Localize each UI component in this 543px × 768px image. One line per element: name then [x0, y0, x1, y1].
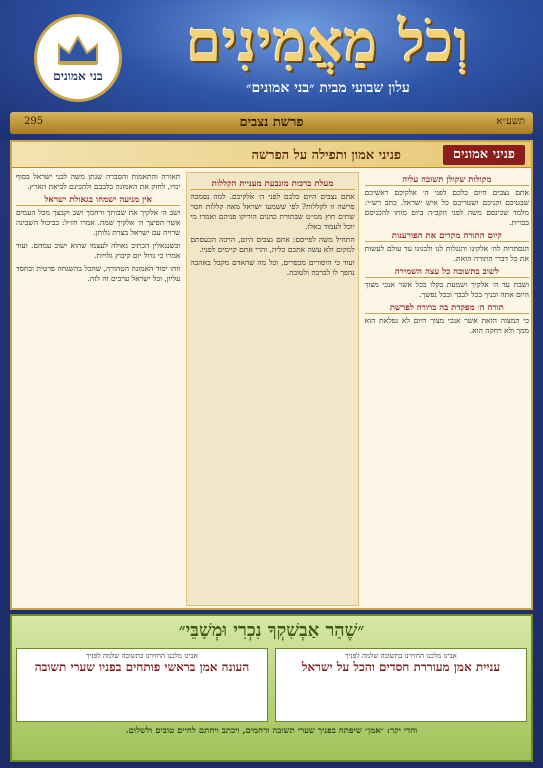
logo-text: בני אמונים	[53, 68, 103, 83]
column-paragraph: ועוד כי היסורים מכפרים, וכל מה שהאדם מקבל באהבה נהפך לו לברכה ולטובה.	[190, 258, 355, 277]
column-paragraph: וזהו יסוד האמונה הטהורה, שהכל בהשגחה פרטית ובחסד עליון, וכל ישראל ערבים זה לזה.	[16, 264, 181, 283]
issue-number: 295	[24, 116, 44, 127]
article-body	[10, 140, 533, 610]
column-paragraph: ושב ה׳ אלקיך את שבותך ורחמך ושב וקבצך מכל העמים אשר הפיצך ה׳ אלקיך שמה. אמרו חז״ל: כביכול השכינה שרויה עם ישראל בצרת גלותן.	[16, 208, 181, 237]
column-paragraph: הנסתרות לה׳ אלקינו והנגלות לנו ולבנינו עד עולם לעשות את כל דברי התורה הזאת.	[364, 244, 529, 263]
column-paragraph: וכשנגאלין הכתיב גאולה לעצמו שהוא ישוב עמהם. ועוד אמרו כי גדול יום קיבוץ גלויות.	[16, 241, 181, 260]
column-heading: לשוב בתשובה כל עצה השמירה	[365, 267, 529, 278]
promo-caption: אבינו מלכנו החזירנו בתשובה שלמה לפניך	[345, 652, 457, 660]
footer-slogan: ״שֶׁהַר אַבְשִׁקְךָ נִכְרִי וּמְשַׁבֵּי״	[178, 620, 365, 641]
promo-box-right	[275, 648, 527, 722]
column-heading: קיום התורה מקדים את הפורענות	[365, 231, 529, 242]
column-paragraph: ושבת עד ה׳ אלקיך ושמעת בקלו ככל אשר אנכי מצוך היום אתה ובניך בכל לבבך ובכל נפשך.	[364, 280, 529, 299]
column-heading: אין מניעה ישמחו בגאולת ישראל	[16, 195, 180, 206]
page-subtitle: עלון שבועי מבית ״בני אמונים״	[246, 80, 410, 96]
column-left	[16, 172, 180, 606]
column-heading: מקולות שקולן תשובה עליה	[365, 175, 529, 186]
issue-year: תשע״א	[496, 116, 525, 127]
column-paragraph: תאורה והתאמות והסברה שנתן משה לבני ישראל בסוף ימיו, לחזק את האמונה בלבבם ולהכינם לביאת הארץ.	[16, 172, 181, 191]
section-tag: פניני אמונים	[443, 145, 525, 165]
column-heading: מעלת ברכות מונבעת מעניית הקללות	[190, 179, 354, 190]
section-heading: פניני אמון ותפילה על הפרשה	[251, 148, 401, 163]
promo-headline: עניית אמן מעוררת חסדים והכל על ישראל	[301, 660, 501, 674]
column-paragraph: אתם נצבים היום כלכם לפני ה׳ אלקיכם. למה נסמכה פרשה זו לקללות? לפי ששמעו ישראל מאה קללות חסר שתים חוץ ממ״ט שבתורת כהנים הוריקו פניהם ואמרו מי יוכל לעמוד באלו.	[190, 192, 355, 231]
column-right	[365, 172, 529, 606]
parsha-ribbon	[10, 112, 533, 134]
column-middle	[186, 172, 358, 606]
promo-box-left	[16, 648, 268, 722]
parsha-name: פרשת נצבים	[239, 115, 304, 130]
crown-icon	[55, 33, 101, 67]
column-paragraph: התחיל משה לפייסם: אתם נצבים היום, הרבה הכעסתם למקום ולא עשה אתכם כליה, והרי אתם קיימים לפניו.	[190, 235, 355, 254]
promo-caption: אבינו מלכנו החזירנו בתשובה שלמה לפניך	[86, 652, 198, 660]
column-paragraph: אתם נצבים היום כלכם לפני ה׳ אלקיכם ראשיכם שבטיכם זקניכם ושטריכם כל איש ישראל. כתב רש״י: מלמד שכינסם משה לפני הקב״ה ביום מותו להכניסם בברית.	[364, 188, 529, 227]
footer-bottom-line: והדי יקר: ״אמן״ שיפתח בפניך שערי תשובה ורחמים, ויכתב ויחתם לחיים טובים ולשלום.	[125, 726, 418, 736]
page-title: וְכֹל מַאֲמִינִים	[186, 9, 470, 75]
footer-promo	[10, 614, 533, 762]
article-columns	[16, 172, 529, 606]
section-banner	[12, 142, 531, 168]
masthead	[0, 0, 543, 140]
logo	[34, 14, 122, 102]
promo-headline: העונה אמן בראשי פותחים בפניו שערי תשובה	[34, 660, 250, 674]
column-paragraph: כי המצוה הזאת אשר אנכי מצוך היום לא נפלאת הוא ממך ולא רחקה הוא.	[364, 316, 529, 335]
column-heading: תורה ה׳ מפקדת בה ברורה לפרשת	[365, 303, 529, 314]
